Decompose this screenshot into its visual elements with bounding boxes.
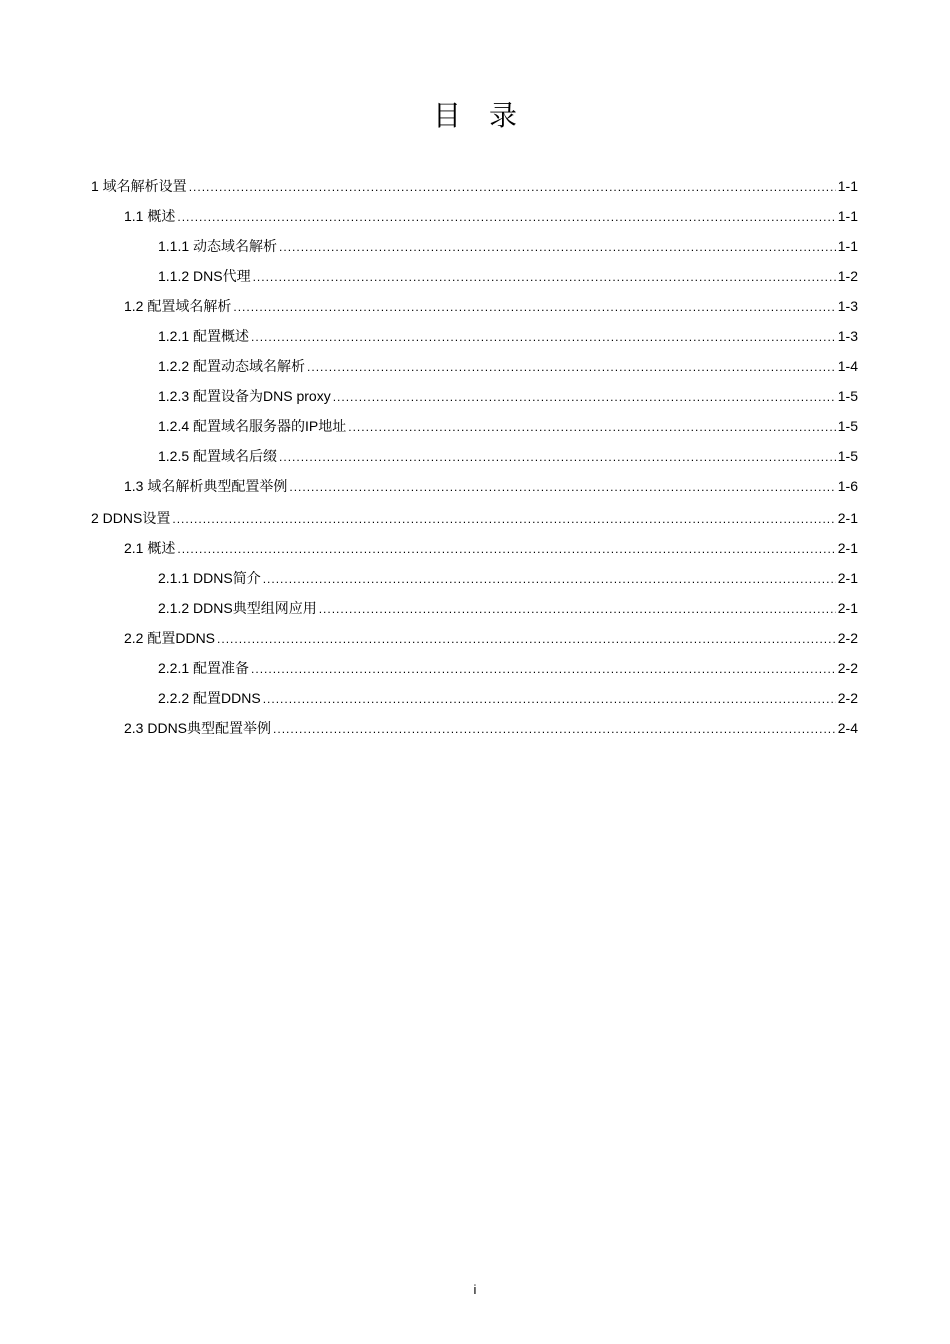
toc-page-number: 2-1 bbox=[837, 510, 858, 526]
toc-entry-text: 2.1.2 DDNS典型组网应用 bbox=[158, 600, 317, 616]
toc-entry-text: 1.1.2 DNS代理 bbox=[158, 268, 251, 284]
toc-page-number: 2-2 bbox=[837, 630, 858, 646]
toc-entry-text: 1.1.1 动态域名解析 bbox=[158, 238, 278, 254]
toc-dot-leader bbox=[279, 442, 836, 472]
toc-dot-leader bbox=[263, 564, 836, 594]
toc-entry-text: 2.2.2 配置DDNS bbox=[158, 690, 261, 706]
toc-page-number: 2-4 bbox=[837, 720, 858, 736]
toc-dot-leader bbox=[273, 714, 836, 744]
toc-entry[interactable] bbox=[91, 683, 858, 713]
toc-dot-leader bbox=[279, 232, 836, 262]
toc-page-number: 1-6 bbox=[837, 478, 858, 494]
toc-entry[interactable] bbox=[91, 261, 858, 291]
toc-dot-leader bbox=[253, 262, 836, 292]
toc-page-number: 1-1 bbox=[837, 208, 858, 224]
toc-entry-text: 2.2.1 配置准备 bbox=[158, 660, 250, 676]
toc-entry[interactable] bbox=[91, 321, 858, 351]
toc-dot-leader bbox=[251, 322, 836, 352]
toc-entry-text: 1.3 域名解析典型配置举例 bbox=[124, 478, 288, 494]
toc-entry-text: 2.2 配置DDNS bbox=[124, 630, 216, 646]
toc-dot-leader bbox=[172, 504, 835, 534]
toc-entry-text: 1 域名解析设置 bbox=[91, 178, 187, 194]
toc-dot-leader bbox=[319, 594, 836, 624]
toc-dot-leader bbox=[348, 412, 836, 442]
toc-entry[interactable] bbox=[91, 171, 858, 201]
toc-entry[interactable] bbox=[91, 231, 858, 261]
toc-page-number: 1-3 bbox=[837, 298, 858, 314]
toc-entry[interactable] bbox=[91, 653, 858, 683]
toc-entry[interactable] bbox=[91, 593, 858, 623]
toc-entry-text: 1.2 配置域名解析 bbox=[124, 298, 232, 314]
toc-entry[interactable] bbox=[91, 503, 858, 533]
toc-entry[interactable] bbox=[91, 201, 858, 231]
table-of-contents bbox=[91, 171, 858, 743]
toc-dot-leader bbox=[333, 382, 836, 412]
toc-entry[interactable] bbox=[91, 351, 858, 381]
toc-entry-text: 1.2.4 配置域名服务器的IP地址 bbox=[158, 418, 347, 434]
toc-dot-leader bbox=[307, 352, 836, 382]
toc-entry[interactable] bbox=[91, 381, 858, 411]
toc-dot-leader bbox=[251, 654, 836, 684]
toc-entry-text: 2.1 概述 bbox=[124, 540, 176, 556]
toc-dot-leader bbox=[189, 172, 836, 202]
toc-entry[interactable] bbox=[91, 441, 858, 471]
toc-page-number: 1-5 bbox=[837, 448, 858, 464]
toc-dot-leader bbox=[263, 684, 836, 714]
toc-entry-text: 1.2.3 配置设备为DNS proxy bbox=[158, 388, 331, 404]
toc-page-number: 1-1 bbox=[837, 178, 858, 194]
toc-dot-leader bbox=[177, 534, 835, 564]
toc-page-number: 1-5 bbox=[837, 388, 858, 404]
toc-entry-text: 2.1.1 DDNS简介 bbox=[158, 570, 261, 586]
toc-entry-text: 1.2.2 配置动态域名解析 bbox=[158, 358, 306, 374]
toc-page-number: 2-2 bbox=[837, 660, 858, 676]
toc-page-number: 1-1 bbox=[837, 238, 858, 254]
toc-page-number: 2-1 bbox=[837, 570, 858, 586]
toc-entry-text: 1.2.5 配置域名后缀 bbox=[158, 448, 278, 464]
toc-entry-text: 1.2.1 配置概述 bbox=[158, 328, 250, 344]
toc-entry[interactable] bbox=[91, 563, 858, 593]
toc-dot-leader bbox=[177, 202, 835, 232]
toc-page-number: 2-1 bbox=[837, 600, 858, 616]
page-number-footer: i bbox=[473, 1282, 477, 1297]
toc-dot-leader bbox=[217, 624, 836, 654]
toc-page-number: 1-5 bbox=[837, 418, 858, 434]
toc-page-number: 1-4 bbox=[837, 358, 858, 374]
toc-entry[interactable] bbox=[91, 291, 858, 321]
toc-dot-leader bbox=[233, 292, 835, 322]
toc-page-number: 2-2 bbox=[837, 690, 858, 706]
toc-entry[interactable] bbox=[91, 533, 858, 563]
toc-entry[interactable] bbox=[91, 411, 858, 441]
toc-entry[interactable] bbox=[91, 623, 858, 653]
toc-entry[interactable] bbox=[91, 713, 858, 743]
toc-dot-leader bbox=[289, 472, 835, 502]
toc-entry[interactable] bbox=[91, 471, 858, 501]
toc-page-number: 2-1 bbox=[837, 540, 858, 556]
toc-entry-text: 1.1 概述 bbox=[124, 208, 176, 224]
toc-entry-text: 2.3 DDNS典型配置举例 bbox=[124, 720, 272, 736]
toc-page-number: 1-2 bbox=[837, 268, 858, 284]
toc-entry-text: 2 DDNS设置 bbox=[91, 510, 171, 526]
page-title: 目 录 bbox=[432, 100, 517, 131]
toc-page-number: 1-3 bbox=[837, 328, 858, 344]
